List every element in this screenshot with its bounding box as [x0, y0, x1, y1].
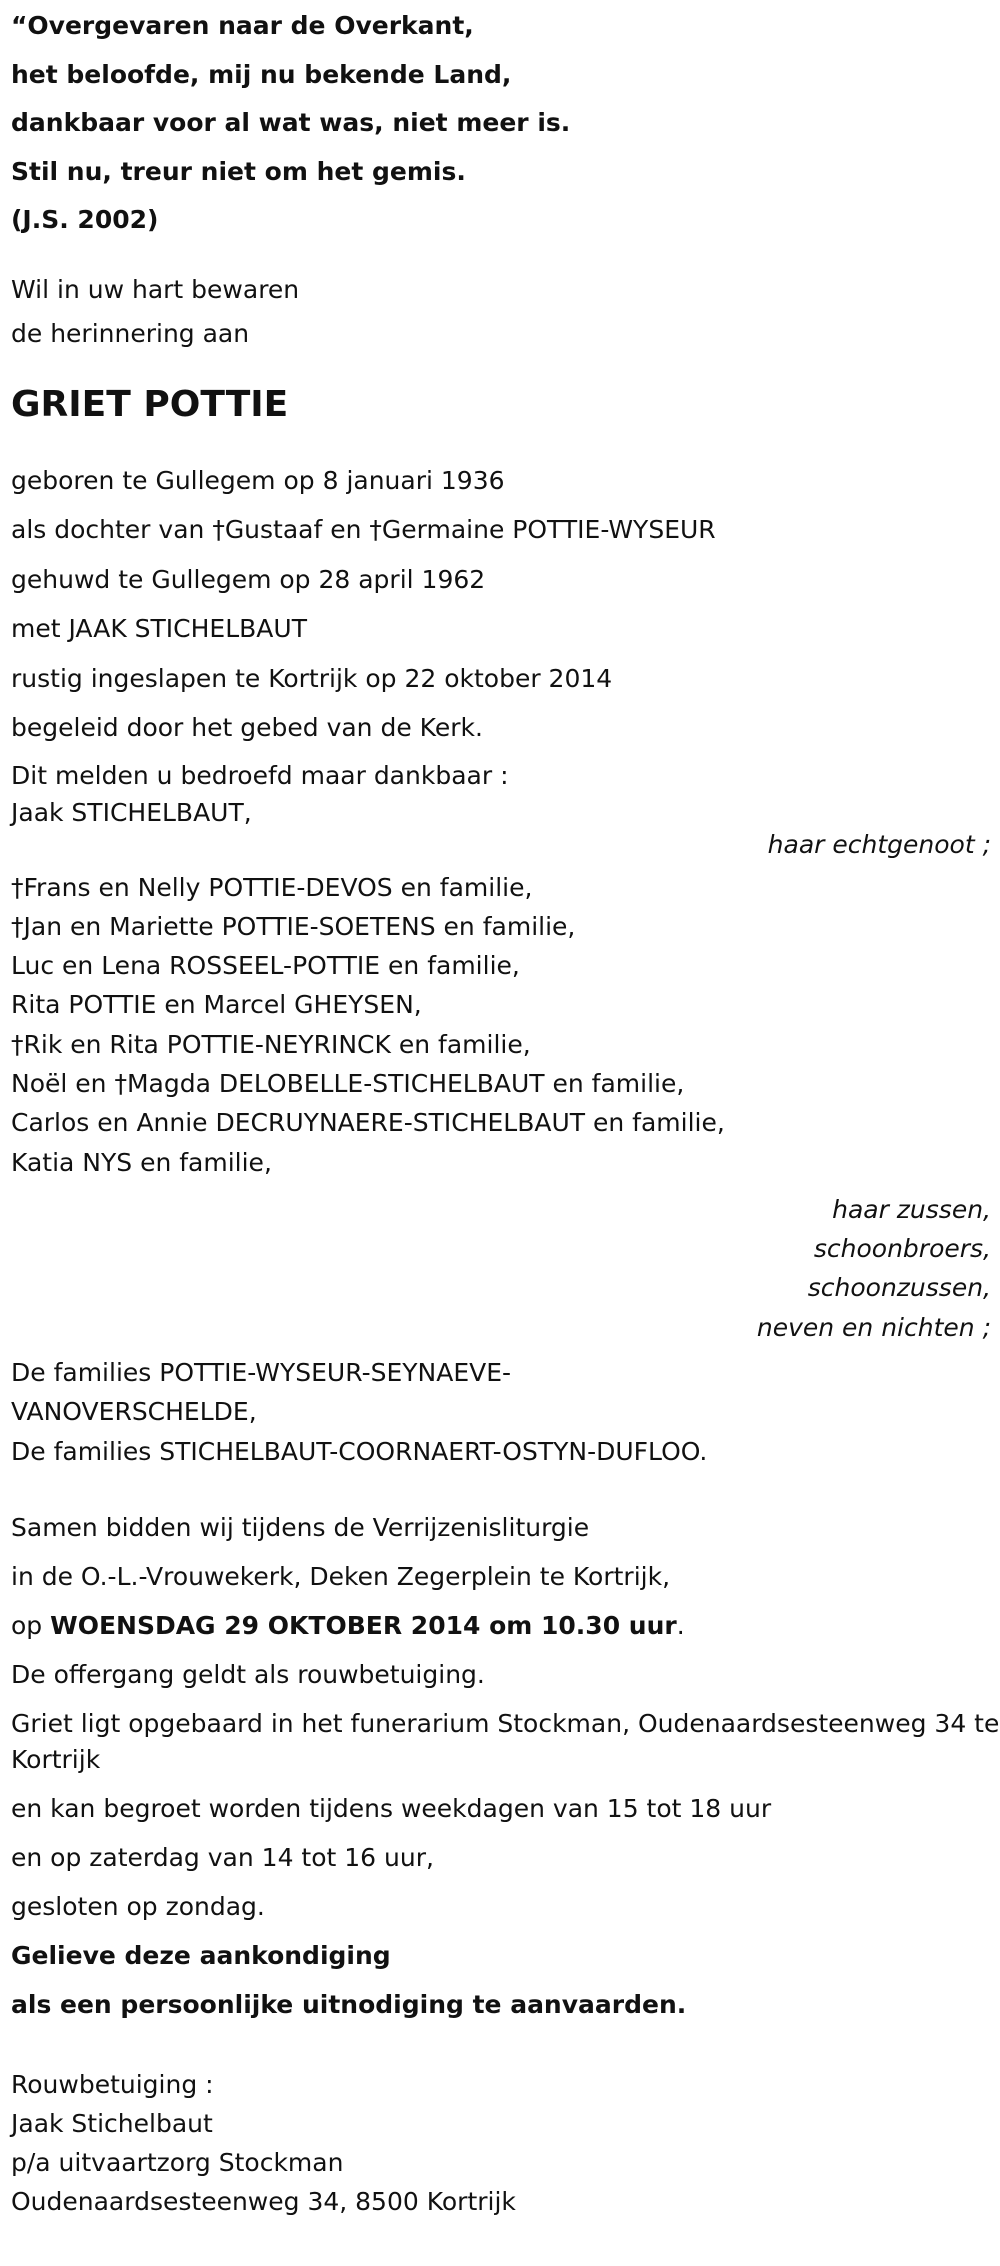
service-invite: Gelieve deze aankondiging — [11, 1940, 391, 1970]
service-line: gesloten op zondag. — [11, 1891, 265, 1921]
bio-church: begeleid door het gebed van de Kerk. — [11, 713, 483, 742]
bio-born: geboren te Gullegem op 8 januari 1936 — [11, 465, 505, 495]
poem — [11, 0, 991, 245]
condolences-address: Oudenaardsesteenweg 34, 8500 Kortrijk — [11, 2186, 516, 2216]
service-line: Griet ligt opgebaard in het funerarium Stockman, Oudenaardsesteenweg 34 te Kortrijk — [11, 1708, 1000, 1774]
bio-died: rustig ingeslapen te Kortrijk op 22 oktober 2014 — [11, 663, 613, 693]
service-date: op WOENSDAG 29 OKTOBER 2014 om 10.30 uur. — [11, 1610, 685, 1640]
service-line: en op zaterdag van 14 tot 16 uur, — [11, 1842, 434, 1872]
intro-line: de herinnering aan — [11, 318, 250, 348]
service-invite: als een persoonlijke uitnodiging te aanvaarden. — [11, 1989, 687, 2019]
poem-attribution: (J.S. 2002) — [11, 205, 159, 234]
role-line: schoonzussen, — [807, 1273, 991, 1303]
list-item: †Rik en Rita POTTIE-NEYRINCK en familie, — [11, 1029, 531, 1059]
role-line: schoonbroers, — [813, 1234, 991, 1264]
siblings-list — [11, 868, 991, 1182]
role-line: haar zussen, — [832, 1194, 991, 1224]
service-line: in de O.-L.-Vrouwekerk, Deken Zegerplein te Kortrijk, — [11, 1561, 671, 1591]
condolences-name: Jaak Stichelbaut — [11, 2108, 213, 2138]
biography — [11, 456, 991, 753]
families — [11, 1353, 991, 1471]
spouse-role: haar echtgenoot ; — [767, 829, 991, 859]
list-item: Luc en Lena ROSSEEL-POTTIE en familie, — [11, 951, 520, 981]
poem-line: dankbaar voor al wat was, niet meer is. — [11, 108, 571, 137]
list-item: †Jan en Mariette POTTIE-SOETENS en familie, — [11, 911, 576, 941]
sibling-roles — [11, 1190, 991, 1347]
condolences-label: Rouwbetuiging : — [11, 2069, 214, 2099]
service-line: en kan begroet worden tijdens weekdagen van 15 tot 18 uur — [11, 1793, 772, 1823]
cross-icon: † — [11, 1029, 24, 1059]
poem-line: “Overgevaren naar de Overkant, — [11, 11, 474, 40]
cross-icon: † — [114, 1068, 127, 1098]
families-line: VANOVERSCHELDE, — [11, 1397, 257, 1427]
service-line: De offergang geldt als rouwbetuiging. — [11, 1659, 485, 1689]
obituary-page — [11, 0, 1000, 2221]
intro-line: Wil in uw hart bewaren — [11, 274, 300, 304]
list-item: †Frans en Nelly POTTIE-DEVOS en familie, — [11, 872, 533, 902]
spouse-name: Jaak STICHELBAUT, — [11, 797, 252, 827]
condolences — [11, 2065, 991, 2221]
deceased-name: GRIET POTTIE — [11, 383, 289, 425]
cross-icon: † — [369, 515, 382, 544]
role-line: neven en nichten ; — [756, 1312, 991, 1342]
bio-married: gehuwd te Gullegem op 28 april 1962 — [11, 564, 486, 594]
intro — [11, 266, 991, 354]
list-item: Katia NYS en familie, — [11, 1147, 272, 1177]
announcement — [11, 753, 991, 863]
list-item: Carlos en Annie DECRUYNAERE-STICHELBAUT en familie, — [11, 1108, 725, 1138]
list-item: Rita POTTIE en Marcel GHEYSEN, — [11, 990, 422, 1020]
poem-line: het beloofde, mij nu bekende Land, — [11, 59, 512, 89]
cross-icon: † — [11, 872, 24, 902]
condolences-care-of: p/a uitvaartzorg Stockman — [11, 2147, 344, 2177]
service-info — [11, 1503, 1000, 2029]
announce-intro: Dit melden u bedroefd maar dankbaar : — [11, 760, 509, 790]
poem-line: Stil nu, treur niet om het gemis. — [11, 156, 466, 186]
families-line: De families STICHELBAUT-COORNAERT-OSTYN-DUFLOO. — [11, 1436, 708, 1466]
bio-parents: als dochter van †Gustaaf en †Germaine POTTIE-WYSEUR — [11, 515, 716, 544]
list-item: Noël en †Magda DELOBELLE-STICHELBAUT en familie, — [11, 1068, 685, 1098]
service-line: Samen bidden wij tijdens de Verrijzenisliturgie — [11, 1512, 590, 1542]
families-line: De families POTTIE-WYSEUR-SEYNAEVE- — [11, 1358, 512, 1388]
cross-icon: † — [212, 515, 225, 544]
bio-spouse: met JAAK STICHELBAUT — [11, 614, 307, 643]
cross-icon: † — [11, 911, 24, 941]
